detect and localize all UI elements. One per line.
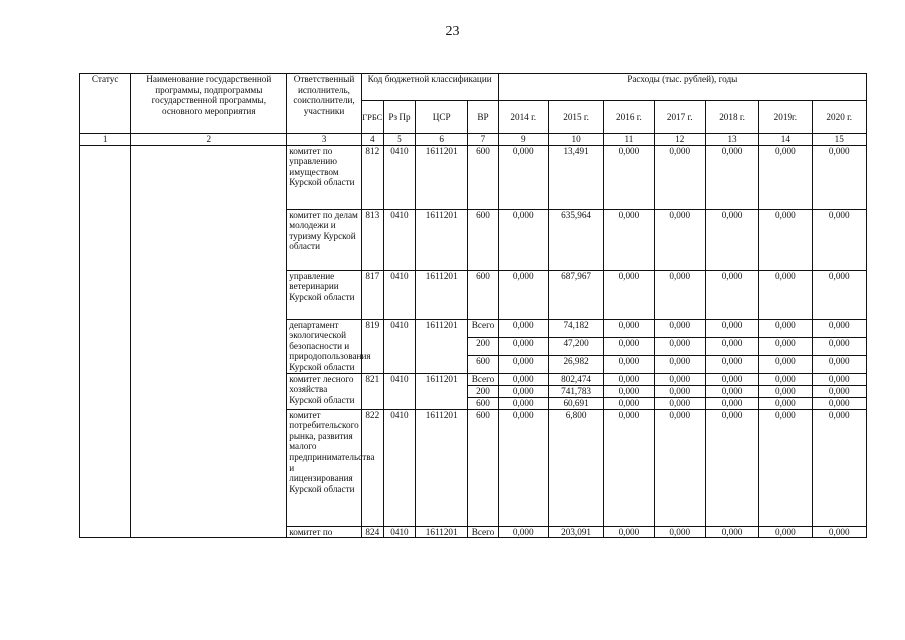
- header-csr: ЦСР: [416, 101, 468, 134]
- expense-value-cell: 0,000: [759, 145, 812, 209]
- expense-value-cell: 0,000: [812, 337, 866, 355]
- expense-value-cell: 0,000: [498, 385, 548, 397]
- vr-cell: 600: [468, 209, 498, 270]
- rzpr-cell: 0410: [383, 319, 415, 373]
- expense-value-cell: 203,091: [548, 526, 603, 538]
- csr-cell: 1611201: [416, 373, 468, 409]
- expense-value-cell: 13,491: [548, 145, 603, 209]
- rzpr-cell: 0410: [383, 373, 415, 409]
- header-grbs: ГРБС: [361, 101, 383, 134]
- expense-value-cell: 0,000: [812, 526, 866, 538]
- header-year: 2018 г.: [705, 101, 758, 134]
- column-number: 14: [759, 134, 812, 146]
- column-number: 15: [812, 134, 866, 146]
- grbs-cell: 812: [361, 145, 383, 209]
- vr-cell: 200: [468, 337, 498, 355]
- expense-value-cell: 0,000: [759, 209, 812, 270]
- expense-value-cell: 0,000: [604, 526, 654, 538]
- expense-value-cell: 0,000: [604, 337, 654, 355]
- expense-value-cell: 0,000: [654, 209, 705, 270]
- expense-value-cell: 0,000: [654, 526, 705, 538]
- grbs-cell: 824: [361, 526, 383, 538]
- header-year: 2020 г.: [812, 101, 866, 134]
- status-cell: [80, 145, 131, 538]
- expense-value-cell: 0,000: [812, 355, 866, 373]
- column-number: 2: [131, 134, 287, 146]
- rzpr-cell: 0410: [383, 145, 415, 209]
- csr-cell: 1611201: [416, 409, 468, 526]
- header-year: 2015 г.: [548, 101, 603, 134]
- executor-cell: комитет потребительского рынка, развития малого предпринимательства и лицензирования Курской области: [287, 409, 361, 526]
- header-year: 2019г.: [759, 101, 812, 134]
- csr-cell: 1611201: [416, 209, 468, 270]
- expense-value-cell: 802,474: [548, 373, 603, 385]
- expense-value-cell: 0,000: [705, 373, 758, 385]
- column-number-row: [80, 134, 867, 146]
- header-expenses: Расходы (тыс. рублей), годы: [498, 74, 866, 101]
- expense-value-cell: 0,000: [604, 373, 654, 385]
- expense-value-cell: 0,000: [654, 397, 705, 409]
- expense-value-cell: 0,000: [604, 209, 654, 270]
- expense-value-cell: 0,000: [812, 270, 866, 319]
- expense-value-cell: 0,000: [498, 145, 548, 209]
- vr-cell: Всего: [468, 373, 498, 385]
- grbs-cell: 813: [361, 209, 383, 270]
- expense-value-cell: 0,000: [705, 385, 758, 397]
- expense-value-cell: 0,000: [498, 526, 548, 538]
- expense-value-cell: 0,000: [604, 385, 654, 397]
- expense-value-cell: 0,000: [812, 145, 866, 209]
- expense-value-cell: 0,000: [654, 337, 705, 355]
- header-rzpr: Рз Пр: [383, 101, 415, 134]
- expense-value-cell: 26,982: [548, 355, 603, 373]
- expense-value-cell: 687,967: [548, 270, 603, 319]
- vr-cell: 600: [468, 409, 498, 526]
- header-budget-code: Код бюджетной классификации: [361, 74, 498, 101]
- expense-value-cell: 0,000: [759, 319, 812, 337]
- column-number: 12: [654, 134, 705, 146]
- vr-cell: Всего: [468, 526, 498, 538]
- csr-cell: 1611201: [416, 270, 468, 319]
- rzpr-cell: 0410: [383, 270, 415, 319]
- rzpr-cell: 0410: [383, 526, 415, 538]
- vr-cell: 200: [468, 385, 498, 397]
- column-number: 10: [548, 134, 603, 146]
- expense-value-cell: 0,000: [604, 355, 654, 373]
- vr-cell: 600: [468, 270, 498, 319]
- expense-value-cell: 0,000: [759, 526, 812, 538]
- column-number: 13: [705, 134, 758, 146]
- grbs-cell: 822: [361, 409, 383, 526]
- expense-value-cell: 0,000: [498, 397, 548, 409]
- expense-value-cell: 0,000: [498, 373, 548, 385]
- expense-value-cell: 0,000: [759, 337, 812, 355]
- expense-value-cell: 0,000: [759, 355, 812, 373]
- executor-cell: комитет лесного хозяйства Курской области: [287, 373, 361, 409]
- expense-value-cell: 74,182: [548, 319, 603, 337]
- vr-cell: 600: [468, 397, 498, 409]
- expense-value-cell: 0,000: [654, 319, 705, 337]
- expense-value-cell: 0,000: [705, 319, 758, 337]
- expense-value-cell: 0,000: [604, 145, 654, 209]
- column-number: 6: [416, 134, 468, 146]
- expense-value-cell: 0,000: [759, 270, 812, 319]
- vr-cell: 600: [468, 355, 498, 373]
- expense-value-cell: 0,000: [498, 409, 548, 526]
- budget-table: [79, 73, 867, 538]
- expense-value-cell: 60,691: [548, 397, 603, 409]
- expense-value-cell: 0,000: [705, 209, 758, 270]
- column-number: 9: [498, 134, 548, 146]
- executor-cell: департамент экологической безопасности и природопользования Курской области: [287, 319, 361, 373]
- csr-cell: 1611201: [416, 145, 468, 209]
- expense-value-cell: 0,000: [759, 409, 812, 526]
- expense-value-cell: 0,000: [812, 319, 866, 337]
- expense-value-cell: 0,000: [498, 337, 548, 355]
- expense-value-cell: 0,000: [498, 355, 548, 373]
- csr-cell: 1611201: [416, 526, 468, 538]
- expense-value-cell: 0,000: [654, 270, 705, 319]
- column-number: 4: [361, 134, 383, 146]
- expense-value-cell: 0,000: [812, 373, 866, 385]
- expense-value-cell: 0,000: [498, 270, 548, 319]
- expense-value-cell: 0,000: [705, 409, 758, 526]
- csr-cell: 1611201: [416, 319, 468, 373]
- header-executor: Ответственный исполнитель, соисполнители, участники: [287, 74, 361, 134]
- column-number: 5: [383, 134, 415, 146]
- column-number: 1: [80, 134, 131, 146]
- expense-value-cell: 0,000: [759, 397, 812, 409]
- expense-value-cell: 0,000: [705, 145, 758, 209]
- header-year: 2017 г.: [654, 101, 705, 134]
- vr-cell: Всего: [468, 319, 498, 337]
- program-name-cell: [131, 145, 287, 538]
- expense-value-cell: 0,000: [604, 319, 654, 337]
- vr-cell: 600: [468, 145, 498, 209]
- expense-value-cell: 47,200: [548, 337, 603, 355]
- expense-value-cell: 6,800: [548, 409, 603, 526]
- expense-value-cell: 0,000: [604, 409, 654, 526]
- expense-value-cell: 0,000: [654, 355, 705, 373]
- expense-value-cell: 0,000: [812, 397, 866, 409]
- column-number: 7: [468, 134, 498, 146]
- header-vr: ВР: [468, 101, 498, 134]
- page-number: 23: [445, 24, 460, 39]
- expense-value-cell: 0,000: [812, 385, 866, 397]
- executor-cell: управление ветеринарии Курской области: [287, 270, 361, 319]
- header-year: 2014 г.: [498, 101, 548, 134]
- expense-value-cell: 0,000: [654, 373, 705, 385]
- column-number: 11: [604, 134, 654, 146]
- rzpr-cell: 0410: [383, 209, 415, 270]
- expense-value-cell: 0,000: [654, 145, 705, 209]
- table-body: [80, 145, 867, 538]
- expense-value-cell: 635,964: [548, 209, 603, 270]
- rzpr-cell: 0410: [383, 409, 415, 526]
- grbs-cell: 821: [361, 373, 383, 409]
- expense-value-cell: 0,000: [654, 409, 705, 526]
- header-year: 2016 г.: [604, 101, 654, 134]
- expense-value-cell: 0,000: [498, 319, 548, 337]
- expense-value-cell: 0,000: [654, 385, 705, 397]
- header-program-name: Наименование государственной программы, подпрограммы государственной программы, основного мероприятия: [131, 74, 287, 134]
- table-row: [80, 145, 867, 209]
- expense-value-cell: 0,000: [604, 397, 654, 409]
- expense-value-cell: 0,000: [759, 373, 812, 385]
- executor-cell: комитет по: [287, 526, 361, 538]
- expense-value-cell: 0,000: [705, 355, 758, 373]
- header-status: Статус: [80, 74, 131, 134]
- expense-value-cell: 0,000: [705, 270, 758, 319]
- expense-value-cell: 0,000: [705, 526, 758, 538]
- table-header: [80, 74, 867, 146]
- expense-value-cell: 0,000: [812, 209, 866, 270]
- expense-value-cell: 0,000: [759, 385, 812, 397]
- column-number: 3: [287, 134, 361, 146]
- expense-value-cell: 0,000: [705, 397, 758, 409]
- expense-value-cell: 0,000: [498, 209, 548, 270]
- executor-cell: комитет по управлению имуществом Курской области: [287, 145, 361, 209]
- grbs-cell: 817: [361, 270, 383, 319]
- expense-value-cell: 0,000: [705, 337, 758, 355]
- expense-value-cell: 0,000: [812, 409, 866, 526]
- expense-value-cell: 741,783: [548, 385, 603, 397]
- expense-value-cell: 0,000: [604, 270, 654, 319]
- grbs-cell: 819: [361, 319, 383, 373]
- executor-cell: комитет по делам молодежи и туризму Курской области: [287, 209, 361, 270]
